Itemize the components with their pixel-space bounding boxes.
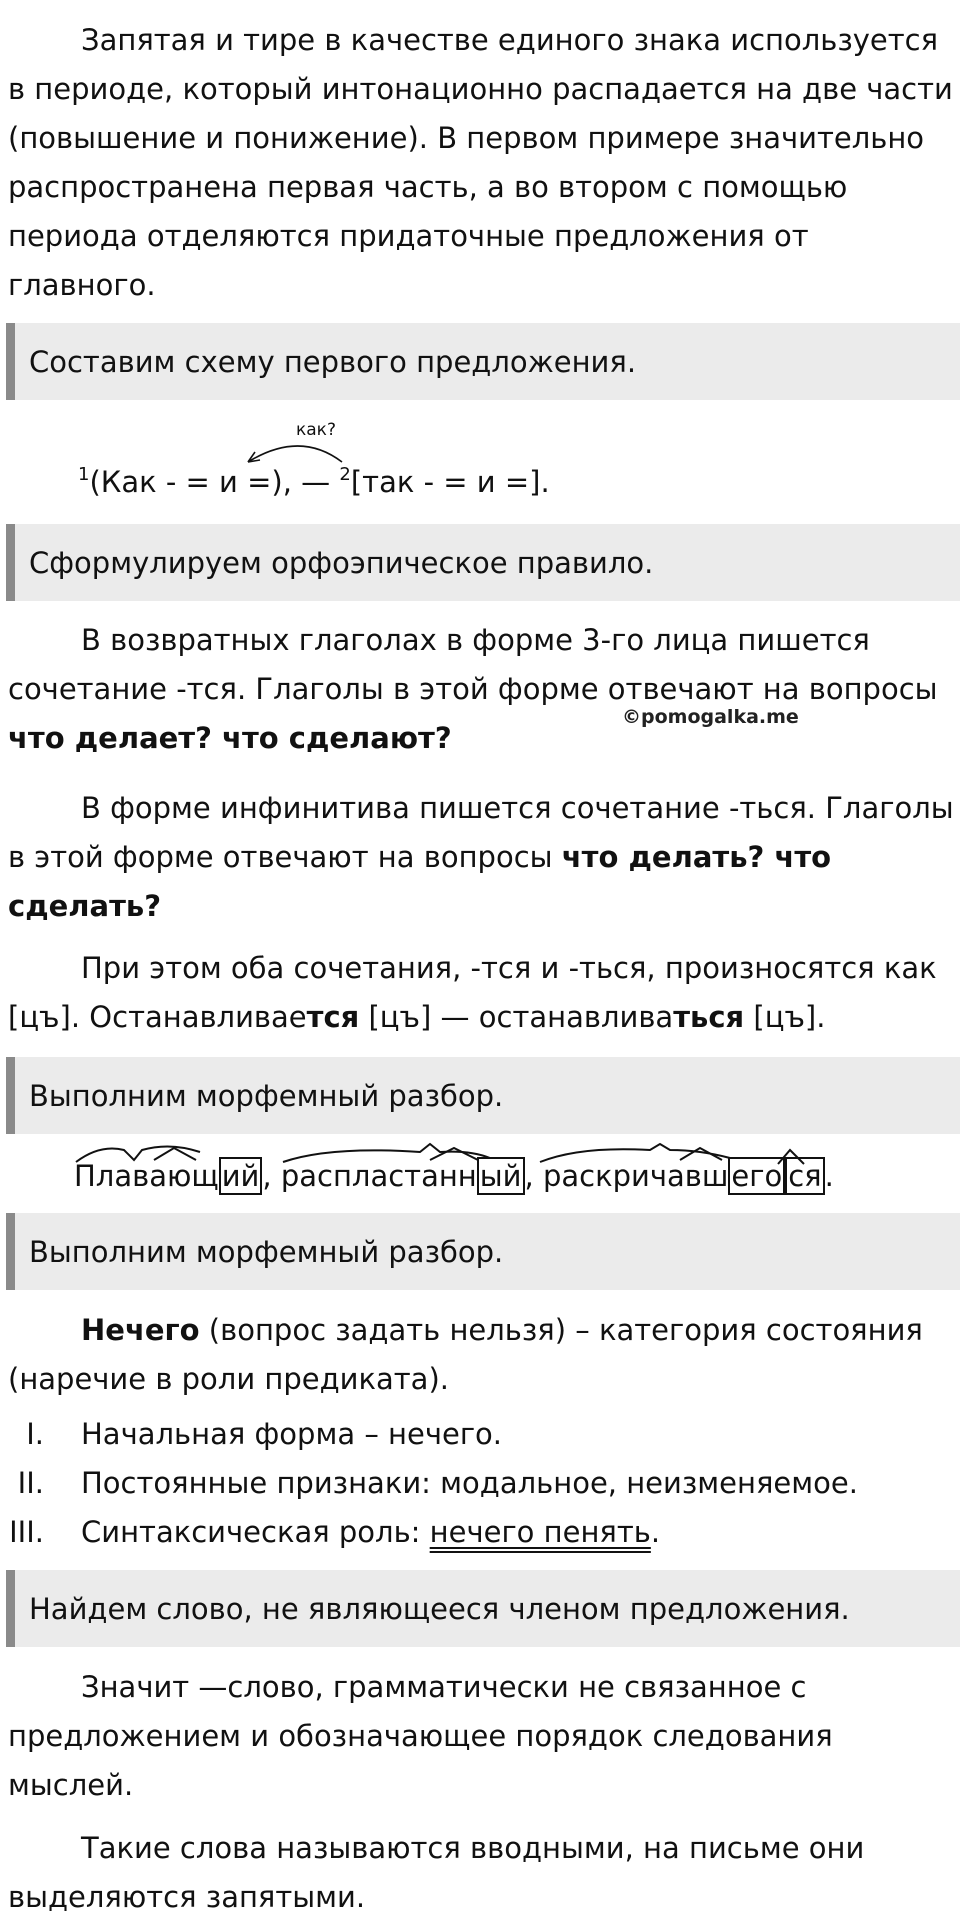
features-list — [0, 1410, 960, 1557]
task-box-rule — [6, 524, 960, 601]
paragraph-intro — [8, 16, 956, 310]
arrow-label: как? — [296, 420, 336, 440]
list-number: I. — [26, 1417, 44, 1451]
list-item — [0, 1508, 960, 1557]
word-stem: распластанн — [280, 1159, 477, 1193]
word-rasplastannyy — [281, 1156, 525, 1196]
paragraph-text: В форме инфинитива пишется сочетание -ться. Глаголы в этой форме отвечают на вопросы — [8, 791, 954, 874]
word-plavayushchiy — [74, 1156, 262, 1196]
word-stem: Плавающ — [74, 1159, 219, 1193]
task-box-text: Найдем слово, не являющееся членом предложения. — [29, 1591, 850, 1626]
separator: . — [824, 1159, 834, 1193]
paragraph-nechego — [8, 1306, 956, 1404]
list-number: II. — [17, 1466, 44, 1500]
task-box-text: Составим схему первого предложения. — [29, 344, 637, 379]
list-text: Постоянные признаки: модальное, неизменяемое. — [81, 1466, 858, 1500]
list-text-part: Синтаксическая роль: — [81, 1515, 430, 1549]
paragraph-znachit — [8, 1663, 956, 1810]
list-text-part: . — [650, 1515, 661, 1549]
paragraph-tsya-infinitive — [8, 784, 956, 931]
separator: , — [262, 1159, 281, 1193]
bold-word: Нечего — [81, 1313, 200, 1347]
list-item — [0, 1459, 960, 1508]
clause-one: (Как - = и =), — — [89, 465, 340, 499]
task-box-text: Выполним морфемный разбор. — [29, 1234, 504, 1269]
clause-two: [так - = и =]. — [350, 465, 550, 499]
list-number: III. — [9, 1515, 44, 1549]
task-box-text: Выполним морфемный разбор. — [29, 1078, 504, 1113]
separator: , — [524, 1159, 543, 1193]
paragraph-text: [цъ] — останавлива — [359, 1000, 674, 1034]
watermark: ©pomogalka.me — [622, 706, 799, 728]
paragraph-introductory-words — [8, 1824, 956, 1922]
word-ending: ий — [219, 1157, 263, 1195]
list-item — [0, 1410, 960, 1459]
list-text: Начальная форма – нечего. — [81, 1417, 503, 1451]
bold-question: что делать? что сделать? — [8, 840, 832, 923]
paragraph-pronunciation — [8, 944, 956, 1042]
task-box-morpheme-2 — [6, 1213, 960, 1290]
word-postfix: ся — [785, 1157, 824, 1195]
paragraph-text: Значит —слово, грамматически не связанное с предложением и обозначающее порядок следования мыслей. — [8, 1670, 833, 1802]
word-stem: раскричавш — [542, 1159, 729, 1193]
word-raskrichavshegosya — [543, 1156, 825, 1196]
predicate-underlined: нечего пенять — [429, 1515, 651, 1549]
bold-suffix: тся — [306, 1000, 360, 1034]
task-box-schema — [6, 323, 960, 400]
paragraph-text: [цъ]. — [744, 1000, 826, 1034]
paragraph-tsya — [8, 616, 956, 763]
paragraph-text: Запятая и тире в качестве единого знака используется в периоде, который интонационно распадается на две части (повышение и понижение). В первом примере значительно распространена первая часть, а во втором с помощью периода отделяются придаточные предложения от главного. — [8, 23, 953, 302]
word-ending: его — [728, 1157, 785, 1195]
bold-suffix: ться — [673, 1000, 745, 1034]
word-ending: ый — [477, 1157, 525, 1195]
clause-number: 1 — [78, 464, 90, 485]
paragraph-text: (вопрос задать нельзя) – категория состояния (наречие в роли предиката). — [8, 1313, 923, 1396]
list-text — [81, 1508, 660, 1557]
morpheme-parsing — [74, 1156, 834, 1196]
task-box-introductory — [6, 1570, 960, 1647]
task-box-morpheme-1 — [6, 1057, 960, 1134]
paragraph-text: В возвратных глаголах в форме 3-го лица пишется сочетание -тся. Глаголы в этой форме отвечают на вопросы — [8, 623, 938, 706]
paragraph-text: Такие слова называются вводными, на письме они выделяются запятыми. — [8, 1831, 865, 1914]
task-box-text: Сформулируем орфоэпическое правило. — [29, 545, 654, 580]
paragraph-text: При этом оба сочетания, -тся и -ться, произносятся как [цъ]. Останавливае — [8, 951, 937, 1034]
sentence-schema — [78, 462, 550, 502]
bold-question: что делает? что сделают? — [8, 721, 452, 755]
clause-number: 2 — [339, 464, 351, 485]
